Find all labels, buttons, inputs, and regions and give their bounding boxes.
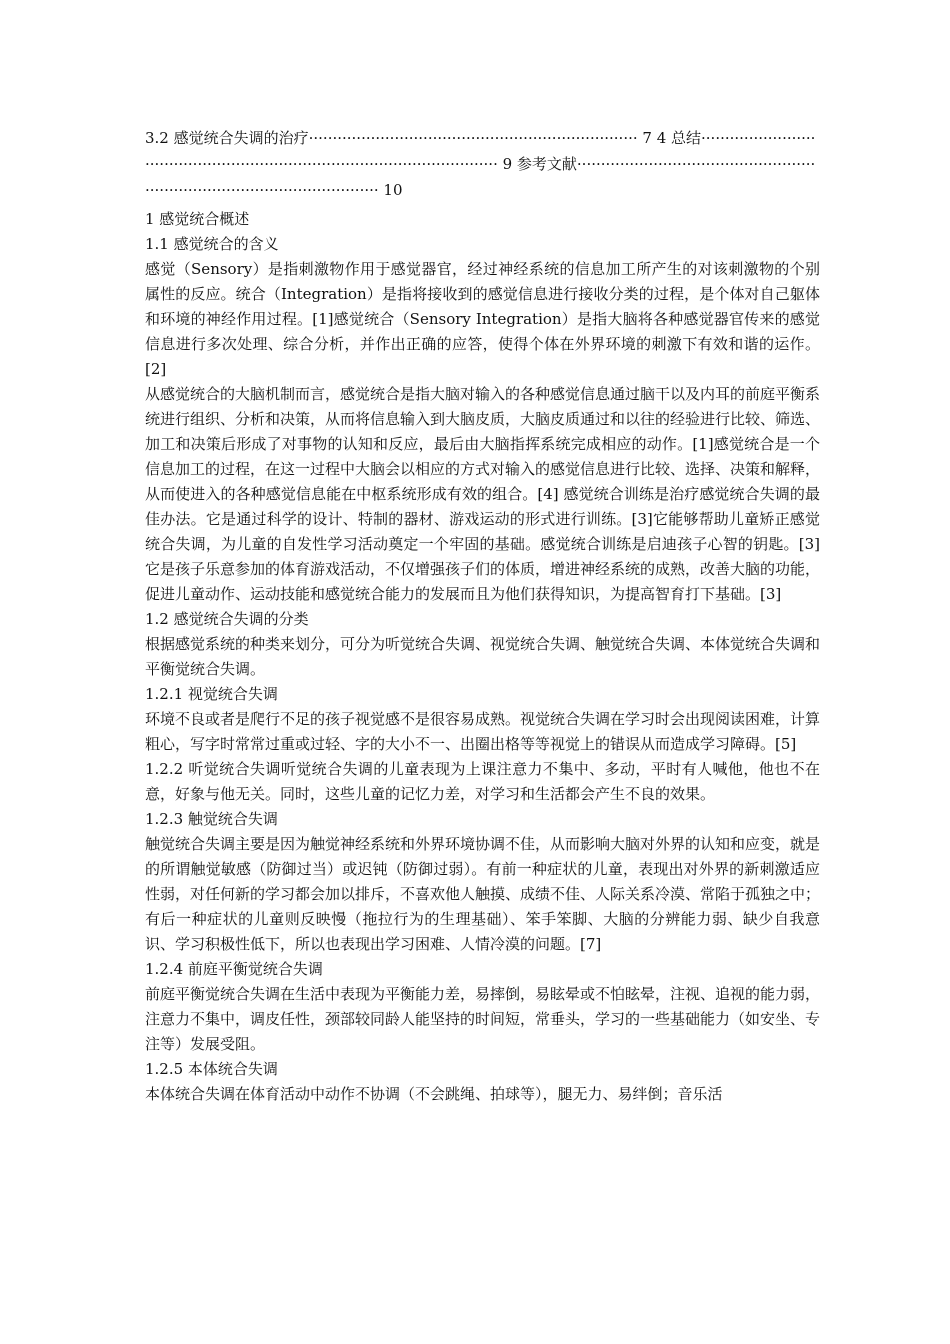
section-1-2-1-heading: 1.2.1 视觉统合失调 (145, 685, 278, 703)
section-1-1-heading: 1.1 感觉统合的含义 (145, 235, 279, 253)
section-1-2-5-heading: 1.2.5 本体统合失调 (145, 1060, 278, 1078)
paragraph: 感觉（Sensory）是指刺激物作用于感觉器官，经过神经系统的信息加工所产生的对该刺激物的个别属性的反应。统合（Integration）是指将接收到的感觉信息进行接收分类的过程，是个体对自己躯体和环境的神经作用过程。[1]感觉统合（Sensory Integration）是指大脑将各种感觉器官传来的感觉信息进行多次处理、综合分析，并作出正确的应答，使得个体在外界环境的刺激下有效和谐的运作。[2] (145, 260, 820, 378)
table-of-contents: 3.2 感觉统合失调的治疗····································································· 7 4 总结·································································································· 9 参考文献··································································································· 10 (145, 129, 816, 199)
paragraph: 前庭平衡觉统合失调在生活中表现为平衡能力差，易摔倒，易眩晕或不怕眩晕，注视、追视的能力弱，注意力不集中，调皮任性，颈部较同龄人能坚持的时间短，常垂头，学习的一些基础能力（如安坐、专注等）发展受阻。 (145, 985, 821, 1053)
paragraph: 从感觉统合的大脑机制而言，感觉统合是指大脑对输入的各种感觉信息通过脑干以及内耳的前庭平衡系统进行组织、分析和决策，从而将信息输入到大脑皮质，大脑皮质通过和以往的经验进行比较、筛选、加工和决策后形成了对事物的认知和反应，最后由大脑指挥系统完成相应的动作。[1]感觉统合是一个信息加工的过程，在这一过程中大脑会以相应的方式对输入的感觉信息进行比较、选择、决策和解释，从而使进入的各种感觉信息能在中枢系统形成有效的组合。[4] 感觉统合训练是治疗感觉统合失调的最佳办法。它是通过科学的设计、特制的器材、游戏运动的形式进行训练。[3]它能够帮助儿童矫正感觉统合失调，为儿童的自发性学习活动奠定一个牢固的基础。感觉统合训练是启迪孩子心智的钥匙。[3]它是孩子乐意参加的体育游戏活动，不仅增强孩子们的体质，增进神经系统的成熟，改善大脑的功能，促进儿童动作、运动技能和感觉统合能力的发展而且为他们获得知识，为提高智育打下基础。[3] (145, 385, 821, 603)
paragraph: 1.2.2 听觉统合失调听觉统合失调的儿童表现为上课注意力不集中、多动，平时有人喊他，他也不在意，好象与他无关。同时，这些儿童的记忆力差，对学习和生活都会产生不良的效果。 (145, 760, 820, 803)
paragraph: 环境不良或者是爬行不足的孩子视觉感不是很容易成熟。视觉统合失调在学习时会出现阅读困难，计算粗心，写字时常常过重或过轻、字的大小不一、出圈出格等等视觉上的错误从而造成学习障碍。[5] (145, 710, 821, 753)
paragraph: 本体统合失调在体育活动中动作不协调（不会跳绳、拍球等），腿无力、易绊倒；音乐活 (145, 1085, 723, 1103)
paragraph: 触觉统合失调主要是因为触觉神经系统和外界环境协调不佳，从而影响大脑对外界的认知和应变，就是的所谓触觉敏感（防御过当）或迟钝（防御过弱）。有前一种症状的儿童，表现出对外界的新刺激适应性弱，对任何新的学习都会加以排斥，不喜欢他人触摸、成绩不佳、人际关系冷漠、常陷于孤独之中；有后一种症状的儿童则反映慢（拖拉行为的生理基础）、笨手笨脚、大脑的分辨能力弱、缺少自我意识、学习积极性低下，所以也表现出学习困难、人情冷漠的问题。[7] (145, 835, 821, 953)
section-1-2-3-heading: 1.2.3 触觉统合失调 (145, 810, 278, 828)
paragraph: 根据感觉系统的种类来划分，可分为听觉统合失调、视觉统合失调、触觉统合失调、本体觉统合失调和平衡觉统合失调。 (145, 635, 821, 678)
section-1-2-heading: 1.2 感觉统合失调的分类 (145, 610, 309, 628)
section-1-heading: 1 感觉统合概述 (145, 210, 250, 228)
document-page (145, 125, 820, 1107)
section-1-2-4-heading: 1.2.4 前庭平衡觉统合失调 (145, 960, 323, 978)
